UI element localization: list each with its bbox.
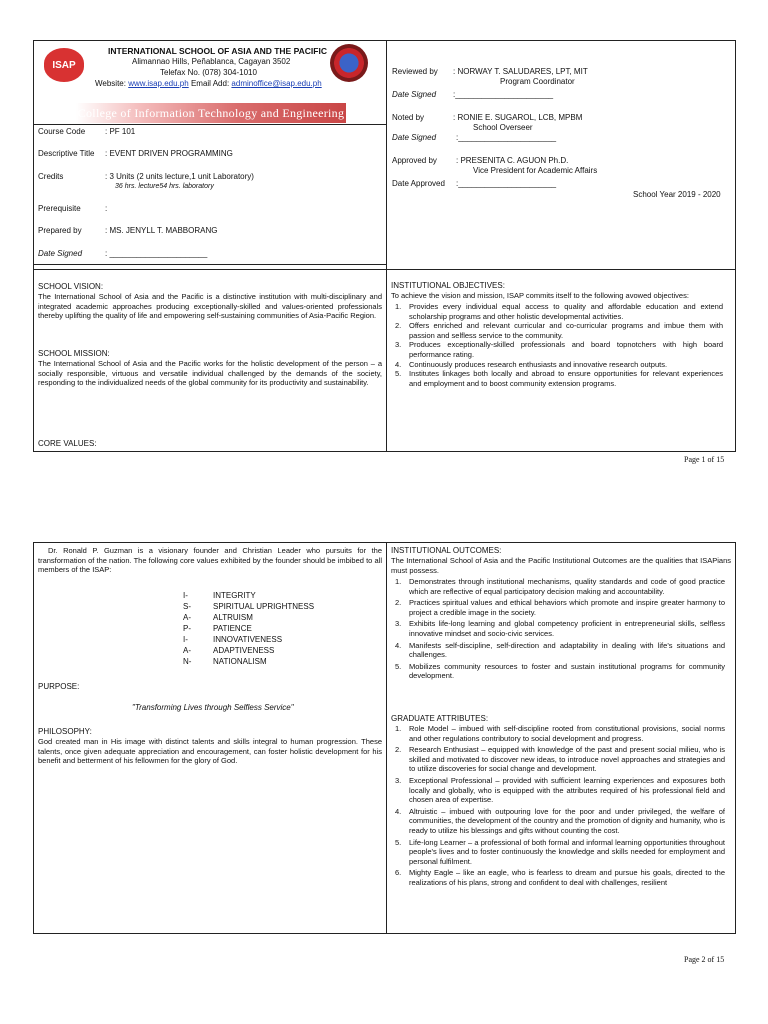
list-item: 5. Mobilizes community resources to foster and sustain institutional programs for community development. [395,661,725,681]
vision-heading: SCHOOL VISION: [38,282,104,291]
list-item: S- SPIRITUAL UPRIGHTNESS [183,602,315,611]
noted-name: : RONIE E. SUGAROL, LCB, MPBM [453,113,583,122]
purpose-text: "Transforming Lives through Selfless Service" [132,703,294,712]
page-number: Page 2 of 15 [684,955,725,964]
page-number: Page 1 of 15 [684,455,725,464]
list-item: 1. Provides every individual equal access to quality and affordable education and extend scholarship programs and other holistic developmental activities. [395,302,723,321]
list-item: A- ALTRUISM [183,613,253,622]
prereq: : [105,204,108,213]
list-item: 5. Institutes linkages both locally and abroad to ensure opportunities for relevant experiences and employment and to boost community extension programs. [395,369,723,388]
course-code-label: Course Code [38,127,86,136]
date3-label: Date Approved [392,179,445,188]
list-item: 2. Practices spiritual values and ethical behaviors which promote and inspire greater harmony to project a credible image in the society. [395,598,725,617]
attributes-list [395,724,725,890]
hours: 36 hrs. lecture54 hrs. laboratory [115,183,214,190]
list-item: 1. Demonstrates through institutional mechanisms, quality standards and code of good practice which are reflective of equal participatory decision making and accountability. [395,577,725,596]
prereq-label: Prerequisite [38,204,81,213]
school-year: School Year 2019 - 2020 [633,190,721,199]
page1-frame [33,40,736,452]
prepared-by: : MS. JENYLL T. MABBORANG [105,226,218,235]
date2-label: Date Signed [392,133,437,142]
school-address: Alimannao Hills, Peñablanca, Cagayan 3502 [132,57,291,66]
objectives-intro: To achieve the vision and mission, ISAP commits itself to the following avowed objectives: [391,291,689,300]
list-item: 4. Altruistic – imbued with outpouring love for the poor and under privileged, the welfare of communities, the development of the country and the promotion of dignity and humanity, who is ready to utilize his blessings and gifts without counting the cost. [395,806,725,835]
list-item: 4. Manifests self-discipline, self-direction and adaptability in dealing with life's situations and challenges. [395,640,725,660]
website-link[interactable]: www.isap.edu.ph [128,79,189,88]
list-item: 5. Life-long Learner – a professional of both formal and informal learning opportunities throughout people's lives and to foster continuously the knowledge and skills needed for employment and personal fulfilment. [395,837,725,866]
noted-role: School Overseer [473,123,533,132]
date3: :______________________ [456,179,557,188]
reviewed-name: : NORWAY T. SALUDARES, LPT, MIT [453,67,588,76]
title-label: Descriptive Title [38,149,95,158]
course-code: : PF 101 [105,127,136,136]
date1: :______________________ [453,90,554,99]
list-item: 1. Role Model – imbued with self-discipline rooted from constitutional provisions, social norms and other regulations contributory to social development and progress. [395,724,725,743]
mission-heading: SCHOOL MISSION: [38,349,110,358]
list-item: 2. Research Enthusiast – equipped with knowledge of the past and present social milieu, who is skilled and motivated to discover new ideas, to introduce novel approaches and strategies and to utilize discoveries for social change and development. [395,745,725,774]
school-name: INTERNATIONAL SCHOOL OF ASIA AND THE PACIFIC [108,46,327,56]
core-values-heading: CORE VALUES: [38,439,97,448]
mission-text: The International School of Asia and the Pacific works for the holistic development of the person – a socially responsible, virtuous and versatile individual challenged by the demands of the society, responding to the individualized needs of the global community for its productivity and sustainability. [38,359,382,388]
vision-text: The International School of Asia and the Pacific is a distinctive institution with multi-disciplinary and integrated academic approaches producing exceptionally-skilled and values-oriented professionals thereby uplifting the quality of life and empowering self-sustaining communities of Asia-Pacific Region. [38,292,382,321]
date1-label: Date Signed [392,90,437,99]
list-item: 6. Mighty Eagle – like an eagle, who is fearless to dream and pursue his goals, directed to the realizations of his plans, strong and confident to deal with challenges, resilient [395,868,725,887]
objectives-list [395,302,723,388]
date2: :______________________ [456,133,557,142]
isap-logo: ISAP [44,48,84,82]
approved-label: Approved by [392,156,437,165]
list-item: P- PATIENCE [183,624,252,633]
date-signed-label: Date Signed [38,249,83,258]
philosophy-text: God created man in His image with distinct talents and skills integral to human progression. These talents, once given adequate appreciation and encouragement, can foster holistic development for his benefit and betterment of his fellowmen for the glory of God. [38,737,382,766]
founder-text: Dr. Ronald P. Guzman is a visionary founder and Christian Leader who pursuits for the transformation of the nation. The following core values exhibited by the founder should be imbibed to all members of the ISAP: [38,546,382,575]
list-item: I- INTEGRITY [183,591,256,600]
course-title: : EVENT DRIVEN PROGRAMMING [105,149,233,158]
prepared-label: Prepared by [38,226,82,235]
school-telefax: Telefax No. (078) 304-1010 [160,68,257,77]
list-item: A- ADAPTIVENESS [183,646,275,655]
credits: : 3 Units (2 units lecture,1 unit Laboratory) [105,172,254,181]
college-banner: College of Information Technology and Engineering [76,103,346,123]
approved-name: : PRESENITA C. AGUON Ph.D. [456,156,569,165]
reviewed-label: Reviewed by [392,67,438,76]
list-item: I- INNOVATIVENESS [183,635,283,644]
list-item: 2. Offers enriched and relevant curricular and co-curricular programs and imbue them with passion and selfless service to the community. [395,321,723,340]
approved-role: Vice President for Academic Affairs [473,166,598,175]
noted-label: Noted by [392,113,425,122]
list-item: N- NATIONALISM [183,657,267,666]
outcomes-list [395,577,725,683]
list-item: 3. Exhibits life-long learning and global competency proficient in entrepreneurial skills, selfless innovative mindset and socio-civic services. [395,619,725,638]
outcomes-intro: The International School of Asia and the Pacific Institutional Outcomes are the qualities that ISAPians must possess. [391,556,731,575]
attributes-heading: GRADUATE ATTRIBUTES: [391,714,489,723]
core-values-list [183,591,314,668]
reviewed-role: Program Coordinator [500,77,575,86]
outcomes-heading: INSTITUTIONAL OUTCOMES: [391,546,502,555]
school-contacts: Website: www.isap.edu.ph Email Add: adminoffice@isap.edu.ph [95,79,322,88]
seal-logo [330,44,368,82]
objectives-heading: INSTITUTIONAL OBJECTIVES: [391,281,505,290]
purpose-heading: PURPOSE: [38,682,80,691]
credits-label: Credits [38,172,64,181]
date-signed: : ______________________ [105,249,208,258]
list-item: 3. Exceptional Professional – provided with sufficient learning experiences and exposures both locally and globally, who is equipped with the attributes required of his professional field and chosen area of expertise. [395,775,725,805]
list-item: 3. Produces exceptionally-skilled professionals and board topnotchers with high board performance rating. [395,340,723,359]
philosophy-heading: PHILOSOPHY: [38,727,92,736]
email-link[interactable]: adminoffice@isap.edu.ph [231,79,322,88]
list-item: 4. Continuously produces research enthusiasts and innovative research outputs. [395,359,668,369]
